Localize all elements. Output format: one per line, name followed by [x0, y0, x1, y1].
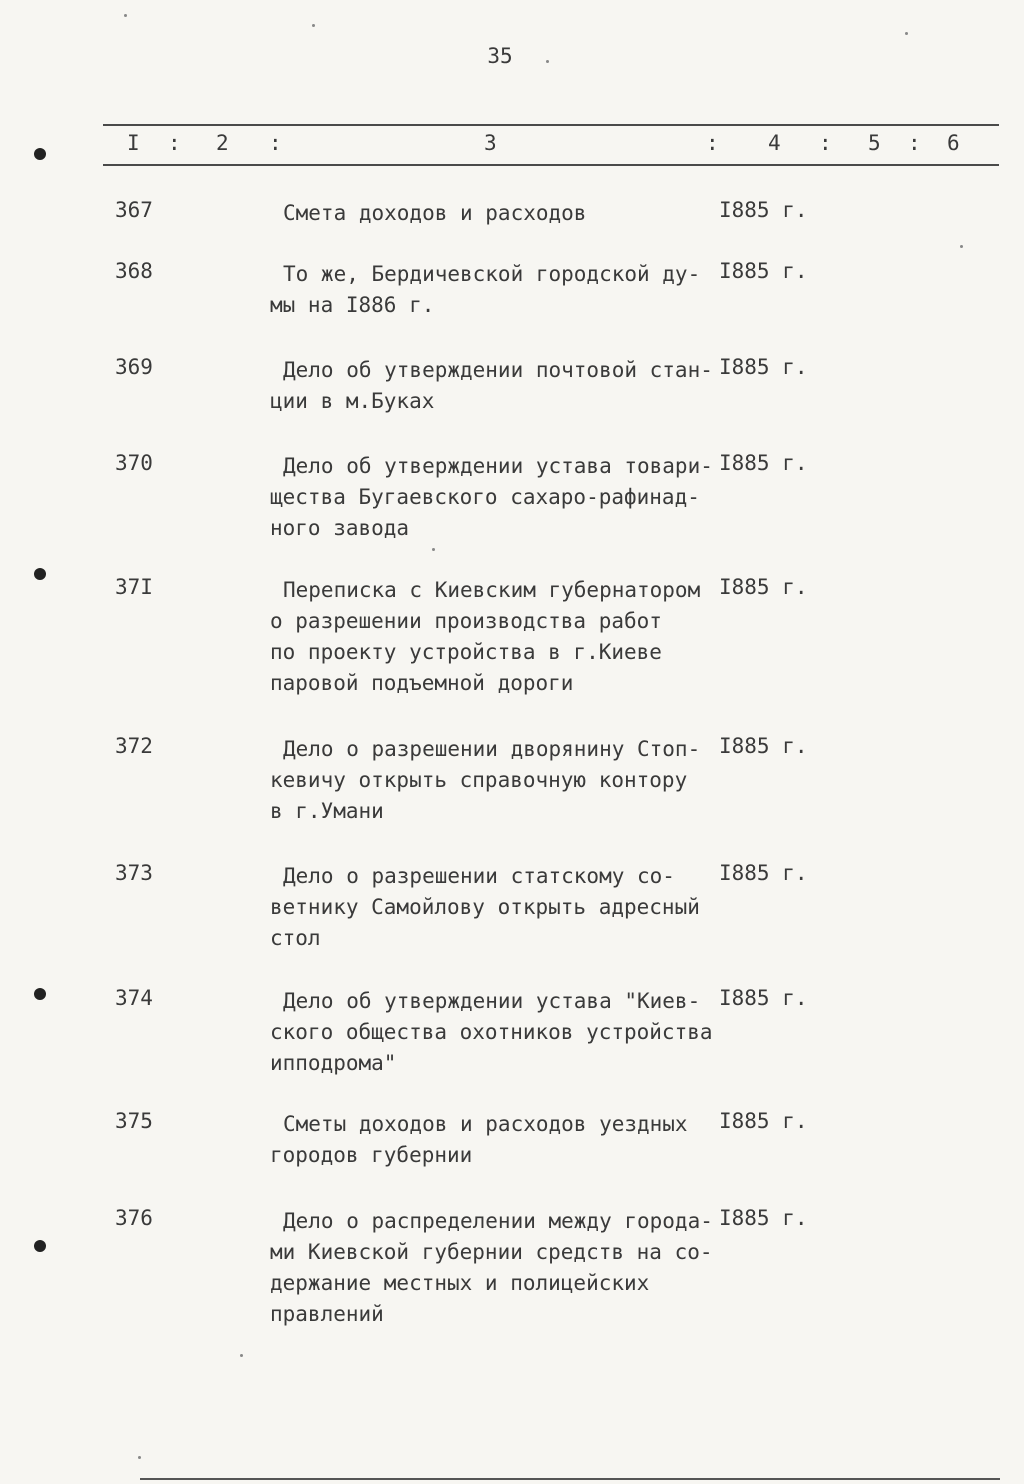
case-date: I885 г.	[719, 198, 808, 222]
case-number: 375	[115, 1109, 153, 1133]
header-separator: :	[908, 131, 921, 155]
page-number: 35	[487, 44, 513, 68]
header-separator: :	[168, 131, 181, 155]
case-number: 372	[115, 734, 153, 758]
case-number: 376	[115, 1206, 153, 1230]
case-number: 374	[115, 986, 153, 1010]
case-title: То же, Бердичевской городской ду- мы на I886 г.	[270, 262, 701, 317]
binding-hole	[34, 1240, 46, 1252]
case-date: I885 г.	[719, 1109, 808, 1133]
header-separator: :	[706, 131, 719, 155]
case-title: Дело о распределении между города- ми Киевской губернии средств на со- держание местных и полицейских правлений	[270, 1209, 713, 1326]
case-date: I885 г.	[719, 259, 808, 283]
paper-speck	[138, 1456, 141, 1459]
case-title: Дело об утверждении устава "Киев- ского общества охотников устройства ипподрома"	[270, 989, 713, 1075]
paper-speck	[432, 548, 435, 551]
header-separator: :	[819, 131, 832, 155]
case-title: Сметы доходов и расходов уездных городов губернии	[270, 1112, 688, 1167]
case-title: Переписка с Киевским губернатором о разрешении производства работ по проекту устройства в г.Киеве паровой подъемной дороги	[270, 578, 701, 695]
case-title: Дело о разрешении дворянину Стоп- кевичу открыть справочную контору в г.Умани	[270, 737, 701, 823]
case-date: I885 г.	[719, 451, 808, 475]
case-date: I885 г.	[719, 861, 808, 885]
binding-hole	[34, 988, 46, 1000]
paper-speck	[124, 14, 127, 17]
case-number: 37I	[115, 575, 153, 599]
case-date: I885 г.	[719, 575, 808, 599]
header-separator: :	[269, 131, 282, 155]
case-number: 370	[115, 451, 153, 475]
paper-speck	[905, 32, 908, 35]
case-date: I885 г.	[719, 986, 808, 1010]
header-col-2: 2	[216, 131, 229, 155]
case-title: Дело об утверждении почтовой стан- ции в м.Буках	[270, 358, 713, 413]
paper-speck	[546, 60, 549, 63]
binding-hole	[34, 568, 46, 580]
header-col-6: 6	[947, 131, 960, 155]
case-title: Дело о разрешении статскому со- ветнику Самойлову открыть адресный стол	[270, 864, 700, 950]
binding-hole	[34, 148, 46, 160]
case-number: 368	[115, 259, 153, 283]
case-title: Дело об утверждении устава товари- щества Бугаевского сахаро-рафинад- ного завода	[270, 454, 713, 540]
header-col-3: 3	[484, 131, 497, 155]
case-number: 369	[115, 355, 153, 379]
case-date: I885 г.	[719, 734, 808, 758]
paper-speck	[240, 1354, 243, 1357]
header-col-1: I	[127, 131, 140, 155]
header-col-4: 4	[768, 131, 781, 155]
case-number: 373	[115, 861, 153, 885]
case-number: 367	[115, 198, 153, 222]
paper-speck	[960, 245, 963, 248]
paper-speck	[312, 24, 315, 27]
header-col-5: 5	[868, 131, 881, 155]
case-date: I885 г.	[719, 355, 808, 379]
case-title: Смета доходов и расходов	[283, 201, 587, 225]
case-date: I885 г.	[719, 1206, 808, 1230]
bottom-edge-line	[140, 1478, 1000, 1480]
